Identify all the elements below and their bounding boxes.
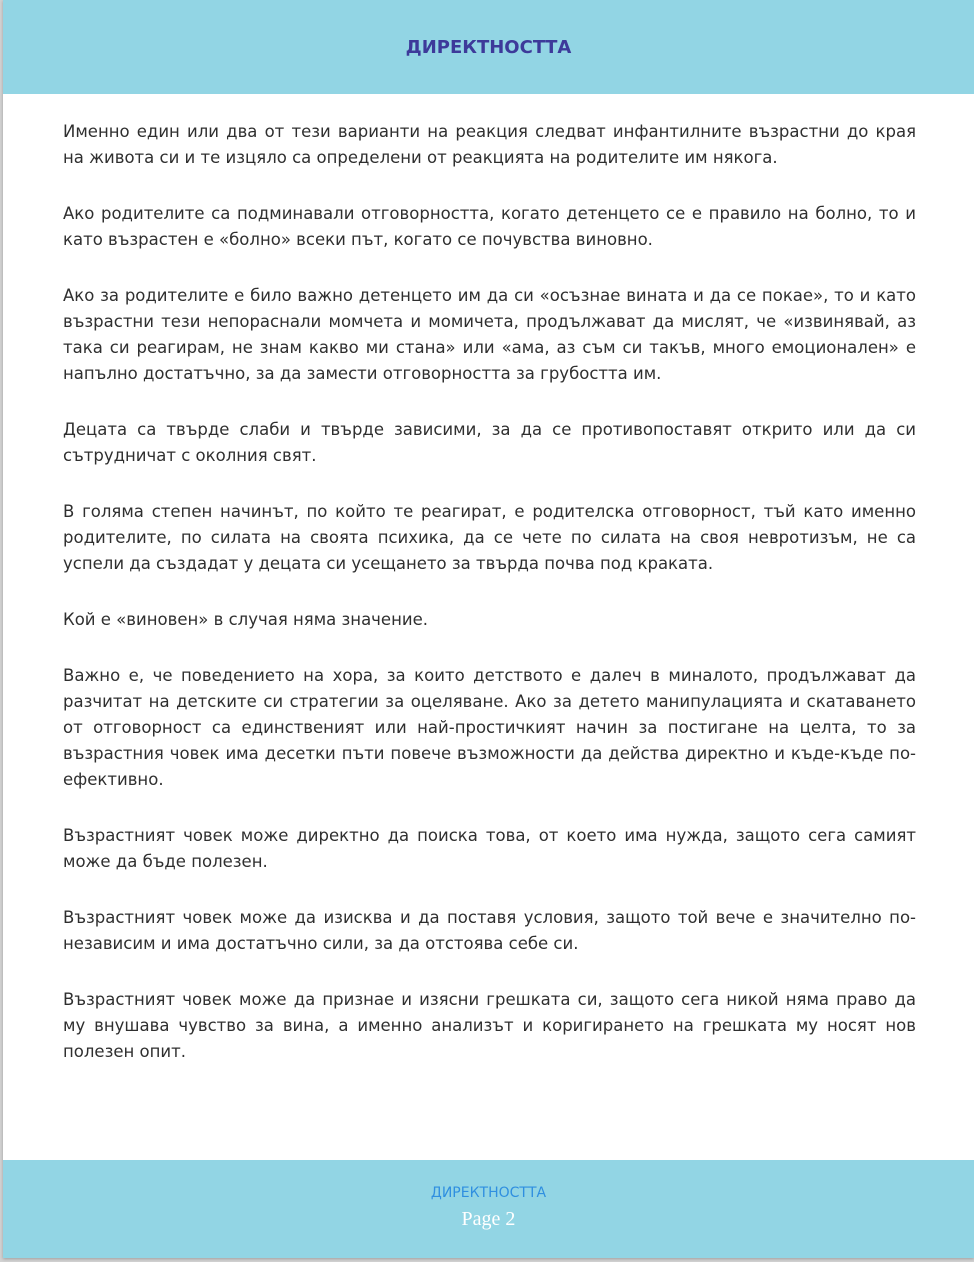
body-content <box>63 119 916 1095</box>
paragraph: В голяма степен начинът, по който те реагират, е родителска отговорност, тъй като именно родителите, по силата на своята психика, да се чете по силата на своя невротизъм, не са успели да създадат у децата си усещането за твърда почва под краката. <box>63 502 916 573</box>
paragraph: Децата са твърде слаби и твърде зависими, за да се противопоставят открито или да си сътрудничат с околния свят. <box>63 420 916 465</box>
paragraph: Именно един или два от тези варианти на реакция следват инфантилните възрастни до края на живота си и те изцяло са определени от реакцията на родителите им някога. <box>63 122 916 167</box>
paragraph: Възрастният човек може директно да поиска това, от което има нужда, защото сега самият може да бъде полезен. <box>63 826 916 871</box>
paragraph: Кой е «виновен» в случая няма значение. <box>63 610 428 629</box>
header-title: ДИРЕКТНОСТТА <box>405 36 572 58</box>
paragraph: Ако за родителите е било важно детенцето им да си «осъзнае вината и да се покае», то и като възрастни тези непораснали момчета и момичета, продължават да мислят, че «извинявай, аз така си реагирам, не знам какво ми стана» или «ама, аз съм си такъв, много емоционален» е напълно достатъчно, за да замести отговорността за грубостта им. <box>63 286 916 383</box>
paragraph: Възрастният човек може да признае и изясни грешката си, защото сега никой няма право да му внушава чувство за вина, а именно анализът и коригирането на грешката му носят нов полезен опит. <box>63 990 916 1061</box>
page-header <box>3 0 974 94</box>
page-number: Page 2 <box>461 1208 516 1230</box>
page-footer <box>3 1160 974 1258</box>
footer-title: ДИРЕКТНОСТТА <box>430 1185 547 1201</box>
paragraph: Ако родителите са подминавали отговорността, когато детенцето се е правило на болно, то и като възрастен е «болно» всеки път, когато се почувства виновно. <box>63 204 916 249</box>
paragraph: Възрастният човек може да изисква и да поставя условия, защото той вече е значително по-независим и има достатъчно сили, за да отстоява себе си. <box>63 908 916 953</box>
paragraph: Важно е, че поведението на хора, за които детството е далеч в миналото, продължават да разчитат на детските си стратегии за оцеляване. Ако за детето манипулацията и скатаването от отговорност са единственият или най-простичкият начин за постигане на целта, то за възрастния човек има десетки пъти повече възможности да действа директно и къде-къде по-ефективно. <box>63 666 916 789</box>
document-page <box>3 0 974 1258</box>
